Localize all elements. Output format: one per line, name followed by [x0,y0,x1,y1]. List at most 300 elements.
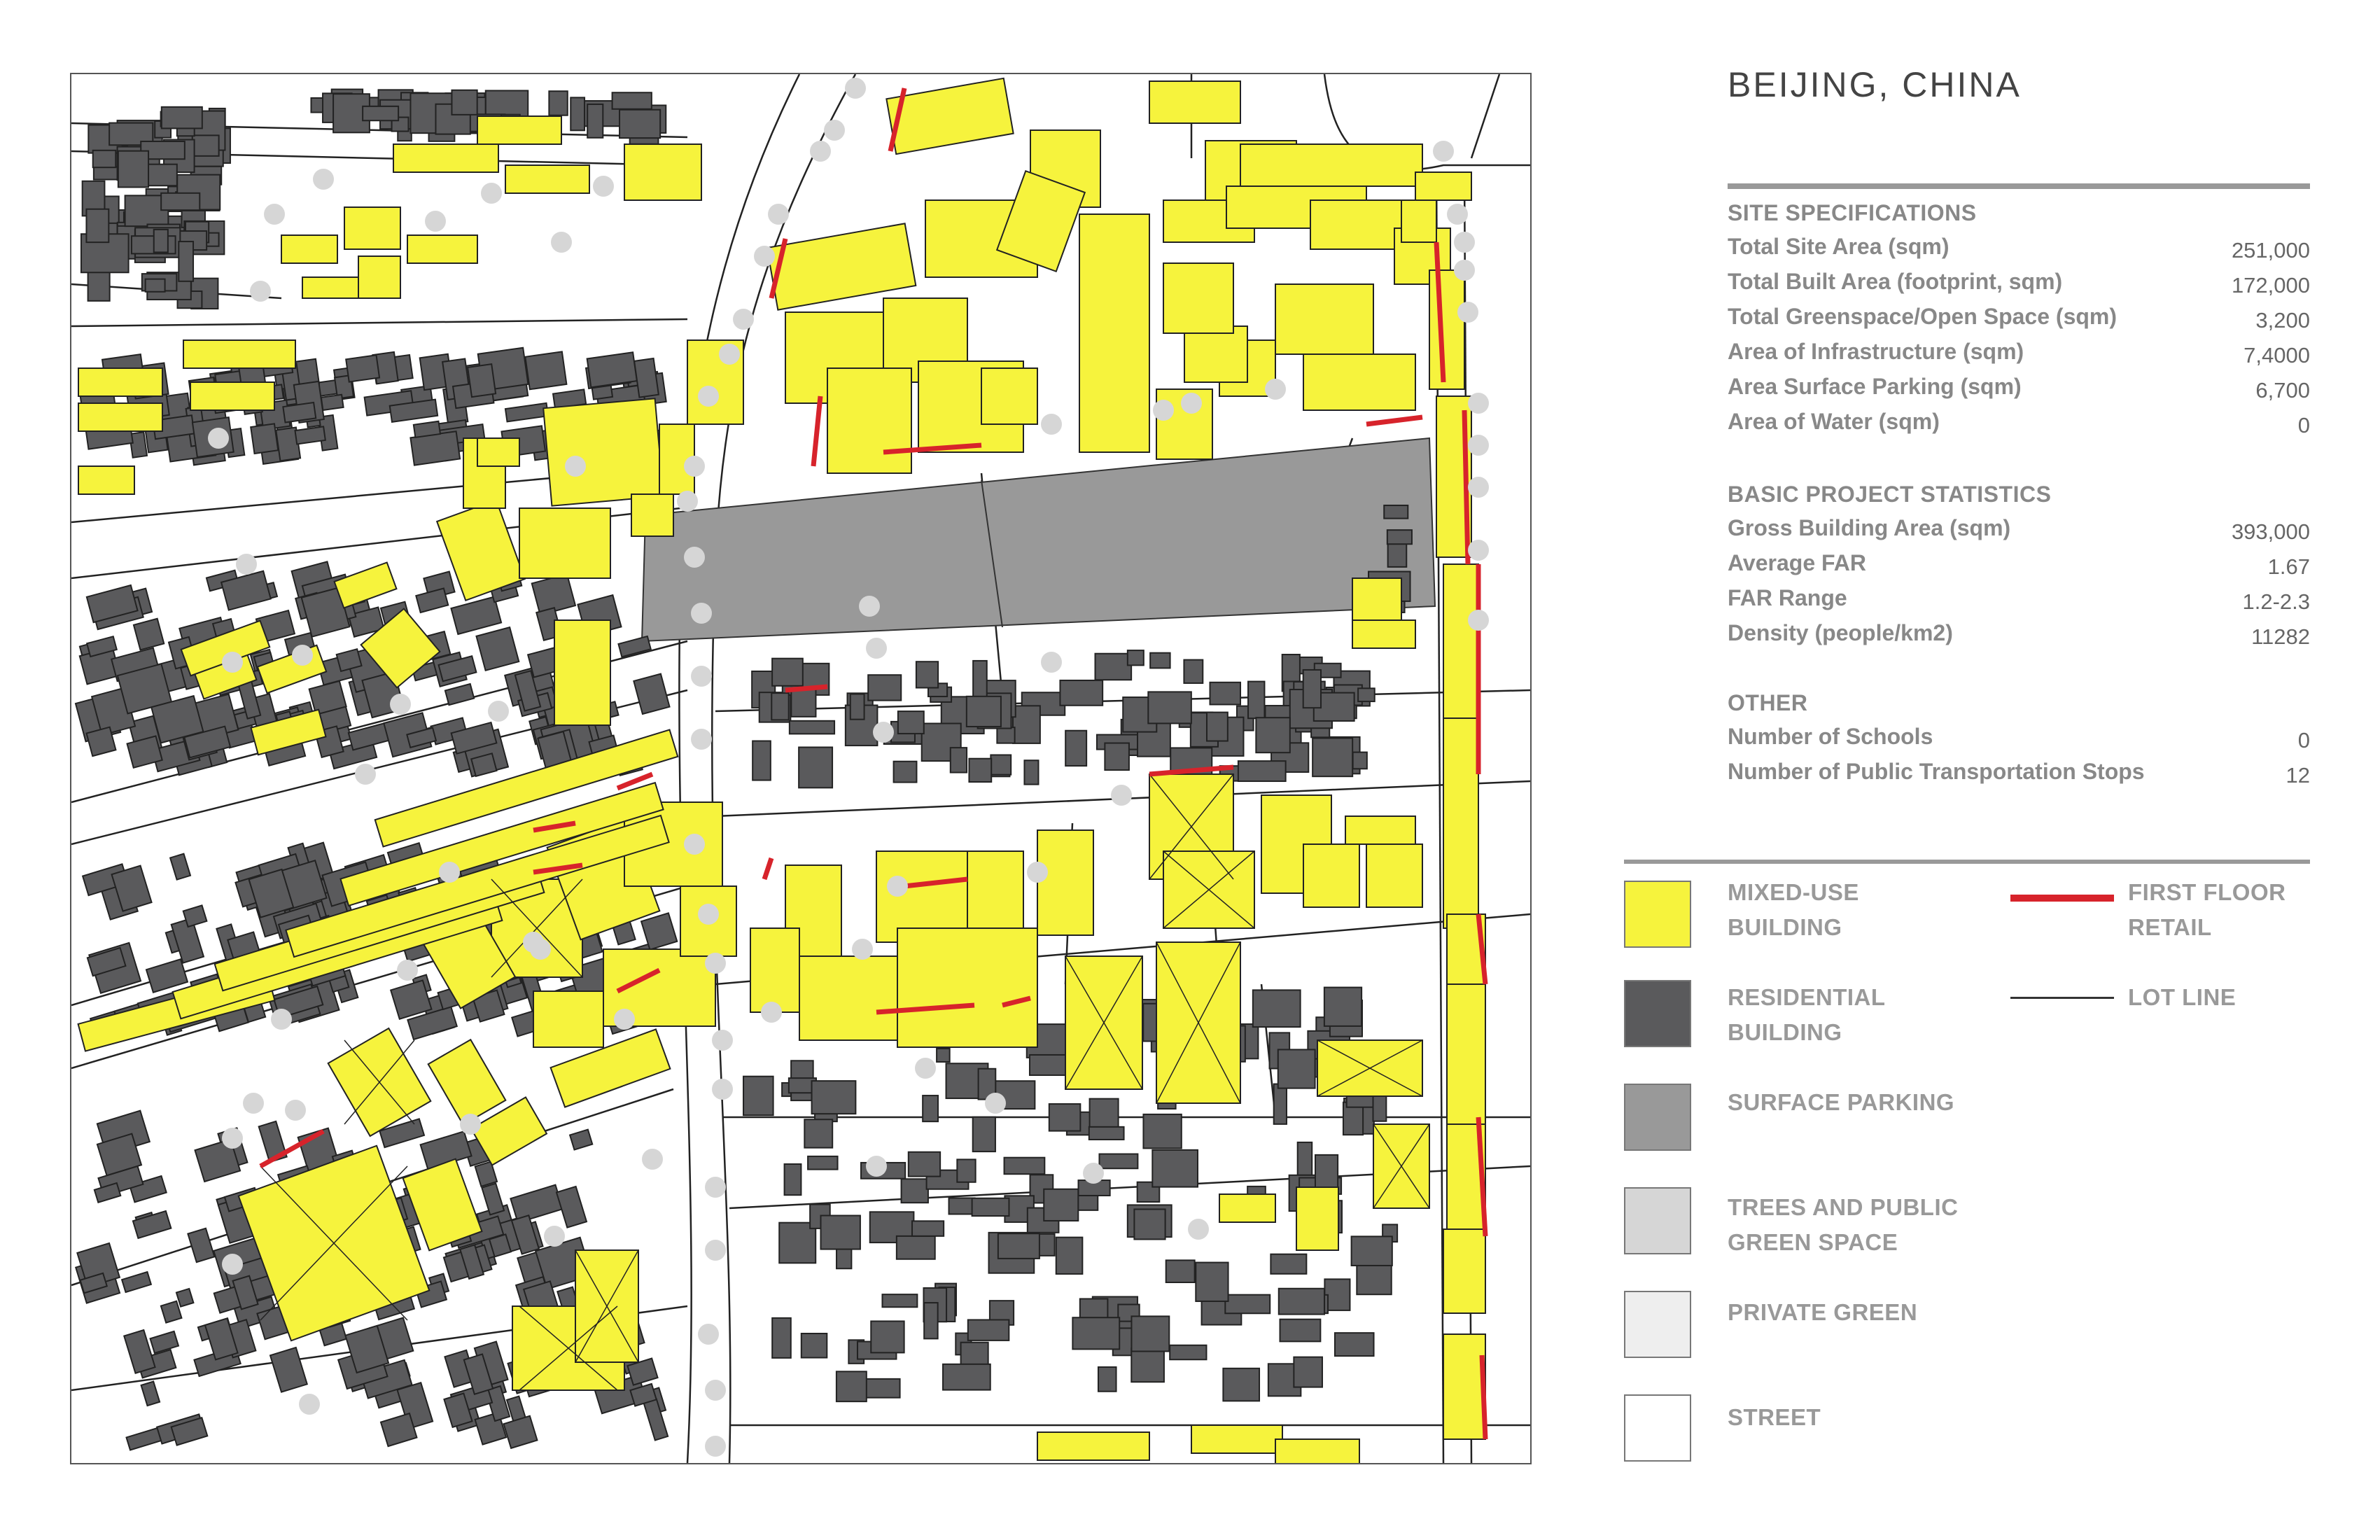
residential-building [1030,1055,1070,1075]
tree-icon [684,547,705,568]
residential-building [1225,1295,1270,1314]
stat-value: 172,000 [2231,273,2310,298]
residential-building [743,1077,774,1116]
mixed-use-building [1443,1229,1485,1313]
tree-icon [488,701,509,722]
residential-building [556,1186,587,1228]
residential-building [1049,1104,1081,1131]
tree-icon [236,554,257,575]
legend-divider [1624,860,2310,864]
residential-building [634,358,659,398]
mixed-use-building [1429,270,1464,389]
residential-building [1256,718,1289,752]
tree-icon [1153,400,1174,421]
residential-building [802,1334,827,1358]
residential-building [1324,988,1362,1026]
residential-building [1143,1114,1181,1149]
residential-building [93,150,116,167]
stat-row [1728,409,2310,440]
stat-row [1728,339,2310,370]
residential-building [134,619,164,650]
first-floor-retail-edge [785,687,827,690]
tree-icon [1457,302,1478,323]
stat-label: Total Site Area (sqm) [1728,234,1949,259]
residential-building [1089,1127,1124,1140]
mixed-use-building [477,116,561,144]
residential-building [1184,660,1203,683]
residential-building [1210,682,1240,705]
residential-building [998,1233,1040,1259]
residential-building [618,636,650,657]
first-floor-retail-edge [1366,417,1422,424]
residential-building [1384,505,1408,519]
tree-icon [222,652,243,673]
residential-building [997,727,1014,743]
tree-icon [852,939,873,960]
tree-icon [264,204,285,225]
residential-building [482,1184,504,1215]
tree-icon [845,78,866,99]
stat-label: Number of Public Transportation Stops [1728,759,2145,784]
residential-building [176,1289,193,1307]
tree-icon [222,1128,243,1149]
tree-icon [1468,477,1489,498]
residential-building [1166,1260,1195,1282]
tree-icon [677,491,698,512]
tree-icon [1433,141,1454,162]
residential-building [937,1049,950,1062]
mixed-use-building [78,368,162,396]
tree-icon [698,1324,719,1345]
residential-building [973,661,987,698]
residential-building [270,1348,307,1392]
stat-value: 0 [2297,413,2310,438]
legend-swatch-residential [1624,980,1691,1047]
residential-building [1131,1348,1164,1382]
mixed-use-building [1345,816,1415,844]
mixed-use-building [519,508,610,578]
residential-building [785,1164,802,1195]
legend-swatch-mixed-use [1624,881,1691,948]
tree-icon [698,904,719,925]
residential-building [972,1198,1009,1216]
residential-building [791,688,816,717]
page-title: BEIJING, CHINA [1728,65,2022,104]
residential-building [1253,990,1301,1027]
tree-icon [460,1114,481,1135]
residential-building [1134,1209,1165,1239]
first-floor-retail-edge [1482,1355,1485,1439]
residential-building [799,747,832,788]
tree-icon [754,246,775,267]
legend-label-private-green: PRIVATE GREEN [1728,1299,1918,1325]
residential-building [1065,731,1086,766]
residential-building [283,402,316,423]
tree-icon [915,1058,936,1079]
stat-value: 3,200 [2255,308,2310,332]
mixed-use-building [631,494,673,536]
stat-row [1728,724,2310,755]
residential-building [836,1371,867,1401]
residential-building [183,905,207,927]
residential-building [321,395,344,410]
residential-building [476,627,519,671]
residential-building [912,1221,944,1236]
tree-icon [712,1030,733,1051]
residential-building [990,755,1011,774]
mixed-use-building [393,144,498,172]
mixed-use-building [767,223,916,309]
residential-building [468,364,496,397]
info-panel [1624,0,2380,1540]
tree-icon [684,456,705,477]
tree-icon [705,1177,726,1198]
tree-icon [565,456,586,477]
residential-building [752,741,771,780]
residential-building [1358,688,1375,701]
legend-label-first-floor-retail: FIRST FLOOR RETAIL [2128,879,2286,940]
stat-row [1728,515,2310,546]
mixed-use-building [897,928,1037,1047]
residential-building [1170,1345,1206,1359]
tree-icon [985,1093,1006,1114]
mixed-use-building [981,368,1037,424]
residential-building [161,193,200,210]
residential-building [510,1185,563,1223]
residential-building [1387,530,1412,544]
tree-icon [397,960,418,981]
parking-lot [642,438,1435,641]
residential-building [808,1156,837,1170]
residential-building [192,135,219,155]
residential-building [1148,692,1191,723]
residential-building [1352,1236,1392,1266]
mixed-use-building [1352,578,1401,620]
stat-label: Area Surface Parking (sqm) [1728,374,2022,399]
tree-icon [1454,260,1475,281]
residential-building [1294,1357,1322,1387]
mixed-use-building [1303,354,1415,410]
tree-icon [299,1394,320,1415]
residential-building [1298,1142,1312,1175]
stat-value: 7,4000 [2244,343,2310,368]
mixed-use-building [407,235,477,263]
residential-building [1248,682,1264,719]
tree-icon [1027,862,1048,883]
stat-value: 11282 [2251,624,2310,649]
stat-row [1728,759,2310,790]
mixed-use-building [1184,326,1247,382]
mixed-use-building [1037,830,1093,935]
residential-building [969,759,991,782]
stat-value: 1.2-2.3 [2242,589,2310,614]
legend-label-surface-parking: SURFACE PARKING [1728,1089,1955,1115]
residential-building [587,352,637,387]
residential-building [1279,1289,1324,1315]
tree-icon [642,1149,663,1170]
residential-building [414,421,440,438]
stat-label: Area of Infrastructure (sqm) [1728,339,2024,364]
legend-swatch-trees [1624,1187,1691,1254]
first-floor-retail-edge [764,858,771,879]
residential-building [916,662,938,687]
tree-icon [1083,1163,1104,1184]
residential-building [1131,1316,1169,1351]
mixed-use-building [302,277,358,298]
residential-building [924,1303,937,1338]
residential-building [587,104,603,138]
tree-icon [593,176,614,197]
mixed-use-building [1443,1334,1485,1439]
residential-building [94,1183,120,1203]
stat-row [1728,620,2310,651]
divider [1728,183,2310,189]
residential-building [772,659,803,686]
residential-building [951,748,967,772]
stat-value: 251,000 [2231,238,2310,262]
residential-building [1150,653,1170,668]
tree-icon [866,638,887,659]
tree-icon [1447,204,1468,225]
residential-building [188,1228,214,1262]
mixed-use-building [1037,1432,1149,1460]
residential-building [620,110,660,138]
mixed-use-building [344,207,400,249]
tree-icon [1041,414,1062,435]
stat-label: Gross Building Area (sqm) [1728,515,2011,540]
tree-icon [705,1380,726,1401]
mixed-use-building [1447,984,1485,1124]
site-map [70,73,1532,1464]
residential-building [820,1216,860,1250]
residential-building [1152,1150,1198,1187]
stat-row [1728,234,2310,265]
tree-icon [1454,232,1475,253]
mixed-use-building [1366,844,1422,907]
tree-icon [439,862,460,883]
tree-icon [810,141,831,162]
mixed-use-building [78,403,162,431]
residential-building [898,711,924,734]
residential-building [1278,1049,1315,1088]
residential-building [1274,1084,1287,1124]
residential-building [150,1331,178,1353]
residential-building [1270,1254,1306,1274]
residential-building [87,727,116,756]
site-specifications-heading: SITE SPECIFICATIONS [1728,200,1977,225]
residential-building [923,1096,938,1121]
residential-building [124,1330,155,1373]
residential-building [1223,1368,1259,1401]
stat-label: Total Built Area (footprint, sqm) [1728,269,2063,294]
legend-label-lot-line: LOT LINE [2128,984,2236,1010]
tree-icon [313,169,334,190]
tree-icon [1041,652,1062,673]
mixed-use-building [1401,200,1436,242]
tree-icon [859,596,880,617]
residential-building [162,107,202,129]
legend-swatch-surface-parking [1624,1084,1691,1151]
tree-icon [425,211,446,232]
residential-building [973,1117,995,1152]
residential-building [1353,752,1367,769]
residential-building [1207,713,1228,741]
mixed-use-building [183,340,295,368]
tree-icon [705,1240,726,1261]
residential-building [1128,650,1144,665]
tree-icon [355,764,376,785]
residential-building [178,241,193,281]
residential-building [1335,1333,1374,1356]
legend-label-street: STREET [1728,1404,1821,1430]
mixed-use-building [477,438,519,466]
residential-building [902,1179,928,1203]
tree-icon [873,722,894,743]
tree-icon [768,204,789,225]
residential-building [812,1081,856,1114]
tree-icon [530,939,551,960]
residential-building [634,674,669,714]
residential-building [882,1294,917,1307]
residential-building [549,91,567,115]
tree-icon [1188,1219,1209,1240]
stat-value: 6,700 [2255,378,2310,402]
other-heading: OTHER [1728,690,1808,715]
mixed-use-building [1191,1425,1282,1453]
legend-swatch-street [1624,1394,1691,1462]
residential-building [957,1159,975,1182]
first-floor-retail-edge [813,396,820,466]
residential-building [122,1272,151,1292]
residential-building [570,1130,592,1150]
stat-label: Average FAR [1728,550,1866,575]
stat-row [1728,304,2310,335]
tree-icon [733,309,754,330]
residential-building [1056,1238,1083,1274]
mixed-use-building [1443,718,1478,928]
tree-icon [761,1002,782,1023]
tree-icon [1468,393,1489,414]
residential-building [146,959,188,992]
tree-icon [390,694,411,715]
residential-building [772,1318,791,1358]
stat-row [1728,550,2310,581]
stat-label: Density (people/km2) [1728,620,1953,645]
residential-building [416,588,448,612]
tree-icon [705,953,726,974]
tree-icon [208,428,229,449]
residential-building [1312,738,1352,777]
residential-building [1096,654,1132,680]
tree-icon [1181,393,1202,414]
tree-icon [691,603,712,624]
residential-building [170,854,190,880]
mixed-use-building [505,165,589,193]
mixed-use-building [750,928,799,1012]
mixed-use-building [1163,263,1233,333]
mixed-use-building [1303,844,1359,907]
stat-row [1728,585,2310,616]
mixed-use-building [1415,172,1471,200]
stat-row [1728,269,2310,300]
basic-project-statistics-heading: BASIC PROJECT STATISTICS [1728,482,2052,507]
residential-building [1013,706,1040,743]
stat-value: 1.67 [2267,554,2310,579]
residential-building [897,1236,935,1259]
residential-building [475,1162,497,1186]
residential-building [790,721,834,734]
residential-building [1004,1158,1045,1175]
tree-icon [866,1156,887,1177]
residential-building [1105,743,1129,771]
residential-building [154,230,168,252]
residential-building [850,694,864,720]
residential-building [1357,1264,1391,1294]
tree-icon [1265,379,1286,400]
mixed-use-building [554,620,610,725]
stat-value: 393,000 [2231,519,2310,544]
residential-building [868,675,901,700]
legend-label-residential: RESIDENTIAL BUILDING [1728,984,1886,1045]
tree-icon [1468,540,1489,561]
tree-icon [824,120,845,141]
residential-building [894,762,917,783]
tree-icon [691,729,712,750]
mixed-use-building [799,956,897,1040]
residential-building [525,351,566,389]
residential-building [381,1413,416,1446]
tree-icon [222,1254,243,1275]
surface-parking-area [642,438,1435,641]
tree-icon [544,1226,565,1247]
residential-building [146,279,165,292]
tree-icon [1468,610,1489,631]
residential-building [1388,542,1407,567]
residential-building [949,1198,975,1214]
residential-building [871,1321,904,1352]
mixed-use-building [190,382,274,410]
stat-label: FAR Range [1728,585,1847,610]
residential-building [967,696,1001,727]
residential-building [570,97,584,130]
residential-building [251,424,278,454]
mixed-use-building [1079,214,1149,452]
tree-icon [887,876,908,897]
stat-value: 12 [2286,763,2310,788]
tree-icon [271,1009,292,1030]
residential-building [612,92,652,109]
residential-building [1024,760,1038,784]
residential-building [968,1320,1009,1340]
tree-icon [285,1100,306,1121]
mixed-use-building [1352,620,1415,648]
residential-building [445,684,474,705]
residential-building [1060,680,1102,706]
residential-building [909,1152,940,1177]
stat-label: Area of Water (sqm) [1728,409,1940,434]
tree-icon [250,281,271,302]
residential-building [346,355,379,382]
stat-label: Total Greenspace/Open Space (sqm) [1728,304,2118,329]
mixed-use-building [1296,1187,1338,1250]
residential-building [1072,1317,1119,1349]
mixed-use-building [1275,1439,1359,1463]
residential-building [943,1364,990,1390]
residential-building [505,403,548,422]
residential-building [1099,1154,1138,1169]
residential-building [1196,1263,1228,1301]
mixed-use-building [1149,81,1240,123]
